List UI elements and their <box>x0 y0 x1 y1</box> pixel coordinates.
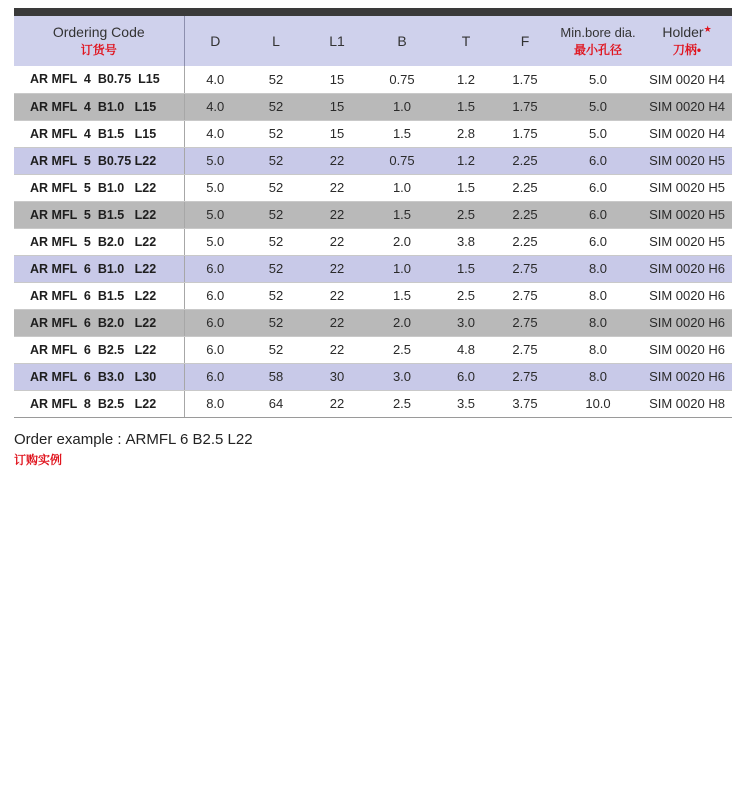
cell-f: 2.75 <box>496 363 554 390</box>
cell-bore: 6.0 <box>554 174 642 201</box>
header-row <box>14 16 732 66</box>
cell-l: 64 <box>246 390 306 417</box>
cell-l: 52 <box>246 228 306 255</box>
order-example-value: ARMFL 6 B2.5 L22 <box>125 431 253 448</box>
cell-code: AR MFL 5 B1.5 L22 <box>14 201 184 228</box>
cell-t: 2.5 <box>436 201 496 228</box>
cell-f: 3.75 <box>496 390 554 417</box>
cell-b: 0.75 <box>368 147 436 174</box>
cell-l1: 22 <box>306 255 368 282</box>
cell-d: 6.0 <box>184 255 246 282</box>
cell-t: 1.5 <box>436 174 496 201</box>
cell-t: 3.0 <box>436 309 496 336</box>
cell-d: 4.0 <box>184 93 246 120</box>
cell-code: AR MFL 5 B1.0 L22 <box>14 174 184 201</box>
header-code-label-cn: 订货号 <box>80 43 117 57</box>
cell-f: 2.25 <box>496 147 554 174</box>
header-holder-cn-text: 刀柄 <box>672 43 697 57</box>
cell-holder: SIM 0020 H4 <box>642 66 732 93</box>
table-row <box>14 201 732 228</box>
cell-b: 3.0 <box>368 363 436 390</box>
order-example <box>14 431 253 448</box>
table-row <box>14 147 732 174</box>
cell-code: AR MFL 6 B2.5 L22 <box>14 336 184 363</box>
header-bore-label: Min.bore dia. <box>560 25 636 40</box>
header-min-bore <box>554 16 642 66</box>
cell-l1: 30 <box>306 363 368 390</box>
cell-b: 2.0 <box>368 228 436 255</box>
cell-l1: 22 <box>306 336 368 363</box>
cell-d: 8.0 <box>184 390 246 417</box>
cell-l: 52 <box>246 282 306 309</box>
cell-code: AR MFL 6 B1.0 L22 <box>14 255 184 282</box>
cell-l1: 22 <box>306 201 368 228</box>
cell-f: 2.75 <box>496 282 554 309</box>
cell-b: 0.75 <box>368 66 436 93</box>
table-row <box>14 66 732 93</box>
table-row <box>14 93 732 120</box>
cell-holder: SIM 0020 H5 <box>642 174 732 201</box>
cell-d: 6.0 <box>184 282 246 309</box>
star-icon: ★ <box>703 24 712 34</box>
cell-bore: 6.0 <box>554 228 642 255</box>
header-holder <box>642 16 732 66</box>
cell-f: 2.25 <box>496 228 554 255</box>
cell-d: 6.0 <box>184 363 246 390</box>
cell-code: AR MFL 4 B1.5 L15 <box>14 120 184 147</box>
cell-b: 2.0 <box>368 309 436 336</box>
cell-d: 6.0 <box>184 309 246 336</box>
cell-t: 2.8 <box>436 120 496 147</box>
cell-l1: 22 <box>306 309 368 336</box>
cell-bore: 5.0 <box>554 93 642 120</box>
cell-l1: 15 <box>306 120 368 147</box>
cell-l: 52 <box>246 336 306 363</box>
cell-holder: SIM 0020 H5 <box>642 147 732 174</box>
cell-holder: SIM 0020 H6 <box>642 282 732 309</box>
cell-d: 4.0 <box>184 120 246 147</box>
cell-b: 1.5 <box>368 201 436 228</box>
cell-l: 52 <box>246 309 306 336</box>
header-f: F <box>496 16 554 66</box>
cell-bore: 8.0 <box>554 282 642 309</box>
header-ordering-code <box>14 16 184 66</box>
cell-f: 1.75 <box>496 93 554 120</box>
cell-code: AR MFL 4 B0.75 L15 <box>14 66 184 93</box>
header-l: L <box>246 16 306 66</box>
cell-l: 52 <box>246 174 306 201</box>
cell-l: 52 <box>246 201 306 228</box>
cell-t: 3.8 <box>436 228 496 255</box>
cell-bore: 5.0 <box>554 66 642 93</box>
order-example-label: Order example : <box>14 431 122 448</box>
table-row <box>14 309 732 336</box>
table-row <box>14 255 732 282</box>
cell-t: 1.5 <box>436 255 496 282</box>
cell-bore: 6.0 <box>554 147 642 174</box>
cell-l1: 22 <box>306 147 368 174</box>
cell-t: 4.8 <box>436 336 496 363</box>
header-code-label: Ordering Code <box>52 24 145 40</box>
ordering-table <box>14 16 732 418</box>
cell-t: 1.5 <box>436 93 496 120</box>
cell-l: 52 <box>246 66 306 93</box>
cell-f: 2.75 <box>496 309 554 336</box>
cell-bore: 8.0 <box>554 255 642 282</box>
cell-l1: 22 <box>306 390 368 417</box>
cell-l1: 15 <box>306 93 368 120</box>
cell-code: AR MFL 6 B2.0 L22 <box>14 309 184 336</box>
header-holder-label-cn <box>642 41 732 58</box>
cell-bore: 10.0 <box>554 390 642 417</box>
cell-code: AR MFL 4 B1.0 L15 <box>14 93 184 120</box>
cell-f: 2.25 <box>496 201 554 228</box>
cell-t: 2.5 <box>436 282 496 309</box>
table-row <box>14 228 732 255</box>
cell-code: AR MFL 6 B1.5 L22 <box>14 282 184 309</box>
cell-holder: SIM 0020 H6 <box>642 309 732 336</box>
cell-l1: 22 <box>306 228 368 255</box>
cell-b: 1.5 <box>368 120 436 147</box>
cell-bore: 6.0 <box>554 201 642 228</box>
cell-holder: SIM 0020 H4 <box>642 93 732 120</box>
header-d: D <box>184 16 246 66</box>
cell-f: 2.75 <box>496 255 554 282</box>
cell-code: AR MFL 6 B3.0 L30 <box>14 363 184 390</box>
cell-b: 2.5 <box>368 336 436 363</box>
cell-code: AR MFL 5 B2.0 L22 <box>14 228 184 255</box>
cell-t: 3.5 <box>436 390 496 417</box>
header-l1: L1 <box>306 16 368 66</box>
cell-f: 2.25 <box>496 174 554 201</box>
header-bore-label-cn: 最小孔径 <box>573 43 622 57</box>
cell-l: 52 <box>246 120 306 147</box>
cell-l1: 22 <box>306 282 368 309</box>
cell-b: 2.5 <box>368 390 436 417</box>
cell-f: 1.75 <box>496 120 554 147</box>
table-row <box>14 336 732 363</box>
cell-d: 4.0 <box>184 66 246 93</box>
header-b: B <box>368 16 436 66</box>
cell-bore: 8.0 <box>554 336 642 363</box>
cell-d: 5.0 <box>184 201 246 228</box>
cell-t: 6.0 <box>436 363 496 390</box>
cell-bore: 5.0 <box>554 120 642 147</box>
table-row <box>14 120 732 147</box>
cell-b: 1.5 <box>368 282 436 309</box>
cell-f: 2.75 <box>496 336 554 363</box>
header-t: T <box>436 16 496 66</box>
cell-l1: 22 <box>306 174 368 201</box>
cell-l: 52 <box>246 255 306 282</box>
cell-holder: SIM 0020 H6 <box>642 336 732 363</box>
cell-holder: SIM 0020 H5 <box>642 228 732 255</box>
cell-b: 1.0 <box>368 255 436 282</box>
cell-d: 6.0 <box>184 336 246 363</box>
cell-b: 1.0 <box>368 174 436 201</box>
cell-l: 58 <box>246 363 306 390</box>
cell-t: 1.2 <box>436 66 496 93</box>
dot-icon: • <box>696 43 702 57</box>
cell-code: AR MFL 8 B2.5 L22 <box>14 390 184 417</box>
order-example-label-cn: 订购实例 <box>14 453 63 467</box>
cell-l: 52 <box>246 147 306 174</box>
cell-d: 5.0 <box>184 228 246 255</box>
cell-bore: 8.0 <box>554 363 642 390</box>
cell-t: 1.2 <box>436 147 496 174</box>
cell-b: 1.0 <box>368 93 436 120</box>
cell-holder: SIM 0020 H8 <box>642 390 732 417</box>
table-row <box>14 363 732 390</box>
cell-bore: 8.0 <box>554 309 642 336</box>
cell-code: AR MFL 5 B0.75 L22 <box>14 147 184 174</box>
cell-d: 5.0 <box>184 147 246 174</box>
cell-f: 1.75 <box>496 66 554 93</box>
cell-l1: 15 <box>306 66 368 93</box>
cell-holder: SIM 0020 H5 <box>642 201 732 228</box>
table-row <box>14 282 732 309</box>
cell-holder: SIM 0020 H6 <box>642 363 732 390</box>
cell-holder: SIM 0020 H6 <box>642 255 732 282</box>
table-row <box>14 174 732 201</box>
cell-holder: SIM 0020 H4 <box>642 120 732 147</box>
cell-d: 5.0 <box>184 174 246 201</box>
header-holder-label: Holder <box>662 24 704 40</box>
table-row <box>14 390 732 417</box>
table-top-bar <box>14 8 732 16</box>
cell-l: 52 <box>246 93 306 120</box>
